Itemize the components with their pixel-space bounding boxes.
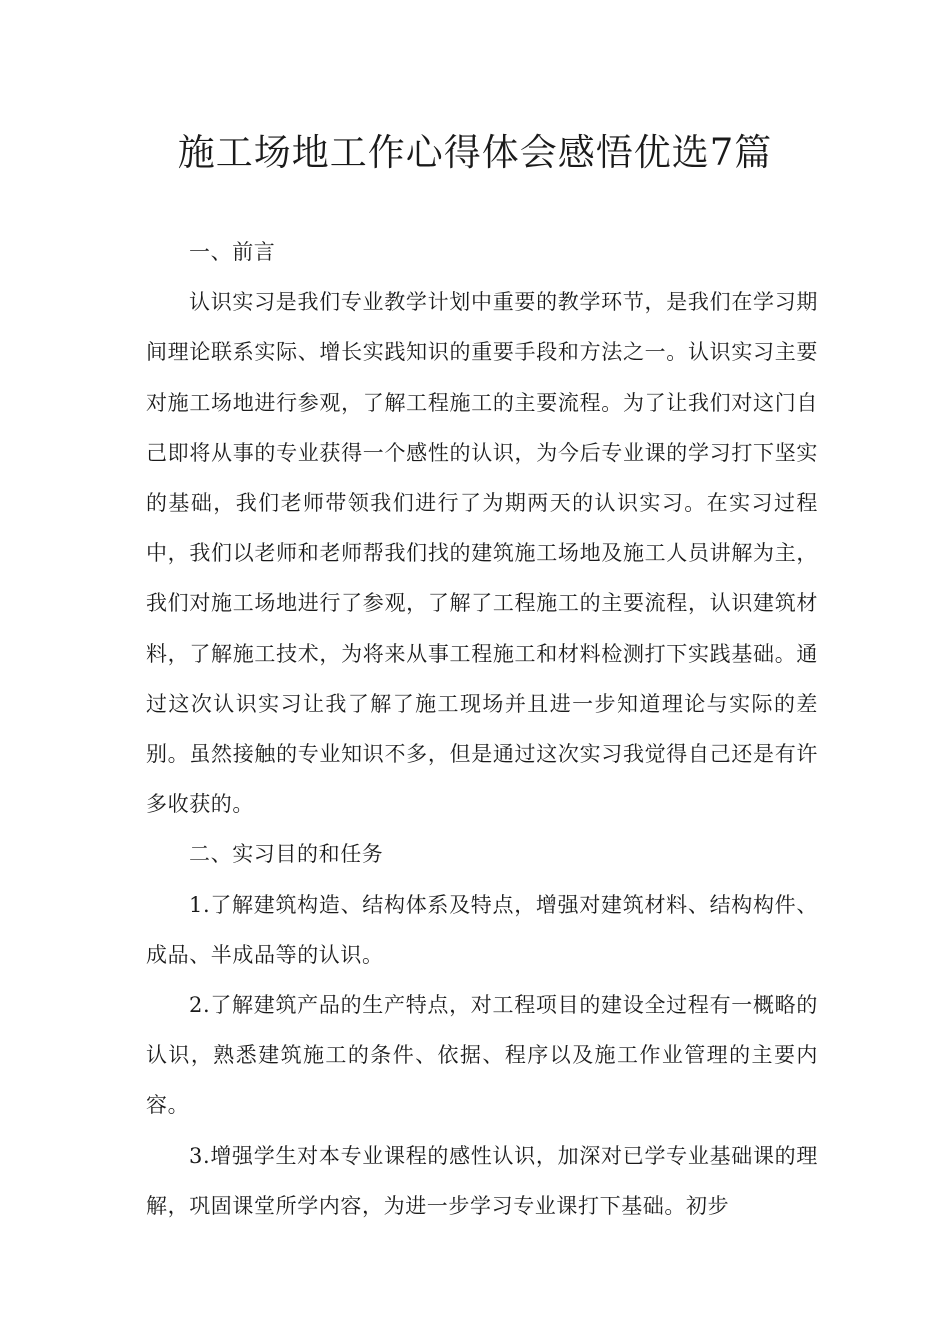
list-item-2: 2.了解建筑产品的生产特点，对工程项目的建设全过程有一概略的认识，熟悉建筑施工的条件、依据、程序以及施工作业管理的主要内容。 [146,993,818,1118]
section-heading-preface: 一、前言 [189,240,276,264]
document-body [146,227,818,1231]
paragraph-preface-body: 认识实习是我们专业教学计划中重要的教学环节，是我们在学习期间理论联系实际、增长实践知识的重要手段和方法之一。认识实习主要对施工场地进行参观，了解工程施工的主要流程。为了让我们对这门自己即将从事的专业获得一个感性的认识，为今后专业课的学习打下坚实的基础，我们老师带领我们进行了为期两天的认识实习。在实习过程中，我们以老师和老师帮我们找的建筑施工场地及施工人员讲解为主，我们对施工场地进行了参观，了解了工程施工的主要流程，认识建筑材料，了解施工技术，为将来从事工程施工和材料检测打下实践基础。通过这次认识实习让我了解了施工现场并且进一步知道理论与实际的差别。虽然接触的专业知识不多，但是通过这次实习我觉得自己还是有许多收获的。 [146,290,818,817]
section-heading-purpose: 二、实习目的和任务 [189,842,384,867]
list-item-1: 1.了解建筑构造、结构体系及特点，增强对建筑材料、结构构件、成品、半成品等的认识。 [146,892,818,967]
document-title: 施工场地工作心得体会感悟优选7篇 [177,131,773,174]
list-item-3: 3.增强学生对本专业课程的感性认识，加深对已学专业基础课的理解，巩固课堂所学内容，为进一步学习专业课打下基础。初步 [146,1143,818,1218]
